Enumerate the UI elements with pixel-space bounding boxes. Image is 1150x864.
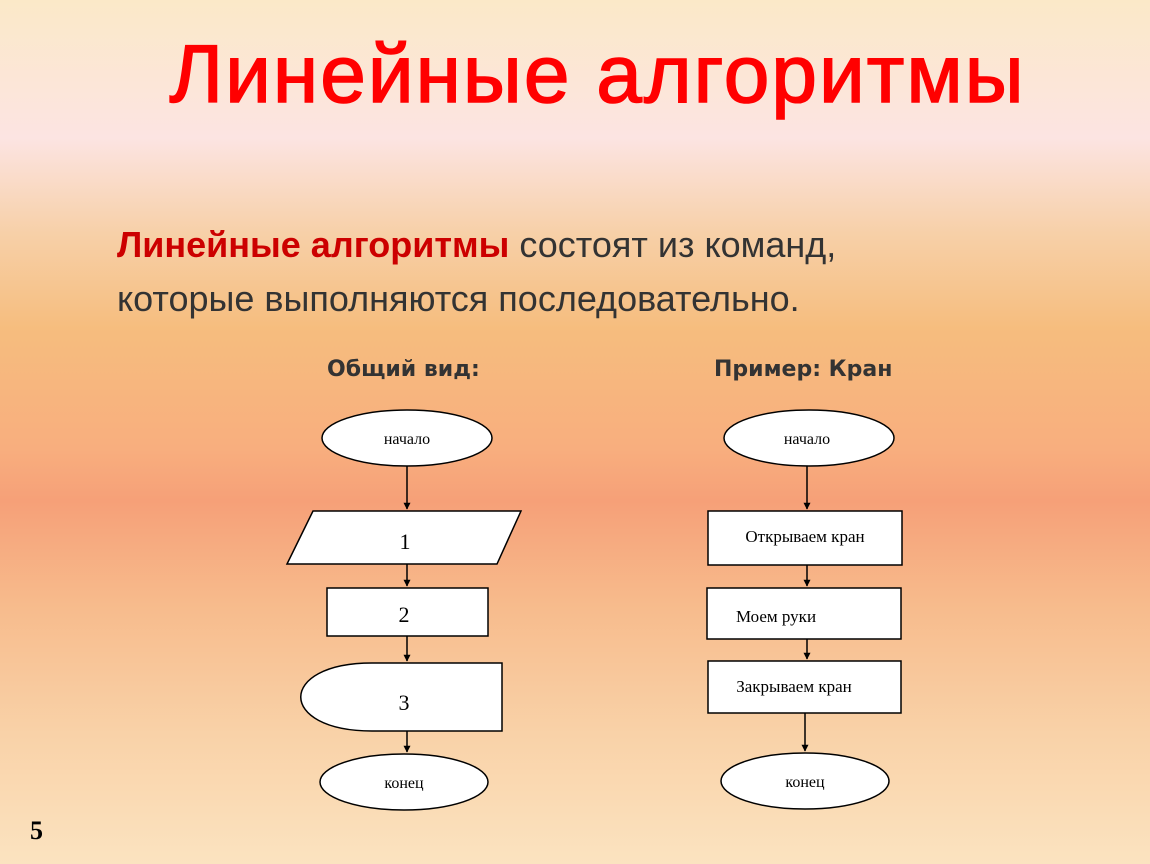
general-step2-label: 2 xyxy=(398,602,410,627)
intro-term: Линейные алгоритмы xyxy=(117,224,510,265)
example-end-label: конец xyxy=(785,774,825,791)
page-number: 5 xyxy=(30,816,43,845)
slide-title: Линейные алгоритмы xyxy=(169,29,1026,120)
example-start-label: начало xyxy=(783,431,831,448)
example-step3-label: Закрываем кран xyxy=(736,677,852,696)
general-start-label: начало xyxy=(383,431,431,448)
general-step3-label: 3 xyxy=(398,690,410,715)
general-end-label: конец xyxy=(384,775,424,792)
intro-line2: которые выполняются последовательно. xyxy=(117,278,800,319)
general-heading: Общий вид: xyxy=(327,357,480,382)
general-step1-label: 1 xyxy=(399,529,411,554)
example-heading: Пример: Кран xyxy=(714,357,893,382)
example-step1-label: Открываем кран xyxy=(745,527,865,546)
example-step2-label: Моем руки xyxy=(735,607,817,626)
intro-rest-line1: состоят из команд, xyxy=(509,224,837,265)
